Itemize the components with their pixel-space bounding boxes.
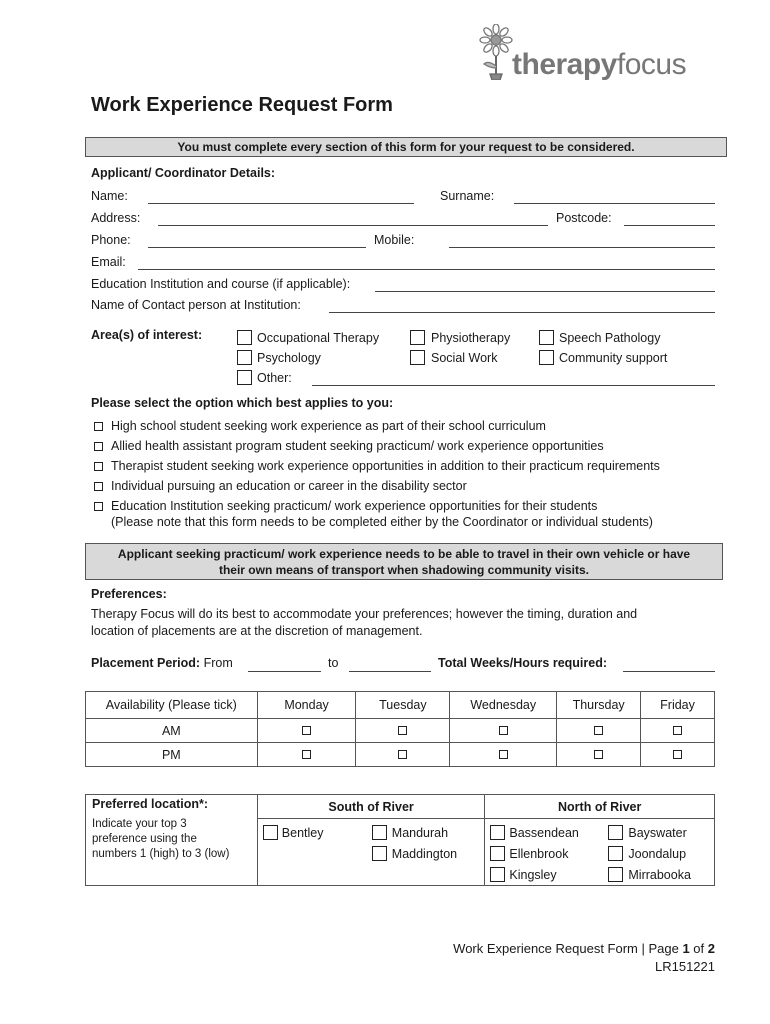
mandurah-label: Mandurah	[391, 826, 449, 840]
pm-tuesday-cell	[356, 743, 450, 767]
bassendean-checkbox[interactable]	[490, 825, 505, 840]
total-weeks-label: Total Weeks/Hours required:	[438, 656, 608, 670]
occupational-therapy-checkbox[interactable]	[237, 330, 252, 345]
footer-page-info	[453, 941, 715, 956]
am-tuesday-checkbox[interactable]	[398, 726, 407, 735]
location-instructions-1: Indicate your top 3	[92, 818, 187, 830]
pm-thursday-cell	[557, 743, 641, 767]
location-table	[85, 794, 715, 886]
contact-field[interactable]	[329, 312, 715, 313]
option-note: (Please note that this form needs to be completed either by the Coordinator or individual students)	[111, 515, 653, 529]
option-label-4: Individual pursuing an education or career in the disability sector	[111, 479, 467, 493]
availability-header-row	[86, 692, 715, 719]
option-label-1: High school student seeking work experience as part of their school curriculum	[111, 419, 546, 433]
am-wednesday-checkbox[interactable]	[499, 726, 508, 735]
option-checkbox-2[interactable]	[94, 442, 103, 451]
ellenbrook-checkbox[interactable]	[490, 846, 505, 861]
footer-page-total: 2	[707, 941, 715, 956]
pm-tuesday-checkbox[interactable]	[398, 750, 407, 759]
total-weeks-field[interactable]	[623, 671, 715, 672]
community-support-label: Community support	[559, 351, 668, 365]
north-locations-cell	[485, 819, 715, 886]
bentley-label: Bentley	[281, 826, 324, 840]
mobile-field[interactable]	[449, 247, 715, 248]
transport-banner	[85, 543, 723, 580]
joondalup-label: Joondalup	[628, 847, 687, 861]
footer-of: of	[689, 941, 708, 956]
pm-monday-checkbox[interactable]	[302, 750, 311, 759]
pm-friday-checkbox[interactable]	[673, 750, 682, 759]
contact-label: Name of Contact person at Institution:	[91, 298, 301, 312]
name-label: Name:	[91, 189, 128, 203]
maddington-label: Maddington	[391, 847, 458, 861]
kingsley-checkbox[interactable]	[490, 867, 505, 882]
speech-pathology-label: Speech Pathology	[559, 331, 661, 345]
placement-from-field[interactable]	[248, 671, 321, 672]
education-field[interactable]	[375, 291, 715, 292]
applicant-heading: Applicant/ Coordinator Details:	[91, 166, 276, 180]
email-field[interactable]	[138, 269, 715, 270]
surname-label: Surname:	[440, 189, 495, 203]
maddington-checkbox[interactable]	[372, 846, 387, 861]
placement-to-label: to	[328, 656, 339, 670]
pm-monday-cell	[257, 743, 356, 767]
south-locations-cell	[257, 819, 485, 886]
postcode-label: Postcode:	[556, 211, 612, 225]
am-wednesday-cell	[450, 719, 557, 743]
placement-period-row	[91, 656, 233, 670]
psychology-checkbox[interactable]	[237, 350, 252, 365]
north-of-river-header: North of River	[485, 795, 715, 819]
postcode-field[interactable]	[624, 225, 715, 226]
day-header-friday: Friday	[641, 692, 715, 719]
option-checkbox-4[interactable]	[94, 482, 103, 491]
areas-heading: Area(s) of interest:	[91, 328, 203, 342]
am-label: AM	[86, 719, 258, 743]
social-work-checkbox[interactable]	[410, 350, 425, 365]
mobile-label: Mobile:	[374, 233, 415, 247]
location-info-cell	[86, 795, 258, 886]
footer-title: Work Experience Request Form | Page	[453, 941, 683, 956]
education-label: Education Institution and course (if applicable):	[91, 277, 351, 291]
ellenbrook-label: Ellenbrook	[509, 847, 569, 861]
option-label-2: Allied health assistant program student seeking practicum/ work experience opportunities	[111, 439, 604, 453]
pm-wednesday-cell	[450, 743, 557, 767]
option-label-3: Therapist student seeking work experience opportunities in addition to their practicum requirements	[111, 459, 660, 473]
other-field[interactable]	[312, 385, 715, 386]
option-label-5: Education Institution seeking practicum/ work experience opportunities for their students	[111, 499, 598, 513]
phone-field[interactable]	[148, 247, 366, 248]
am-thursday-checkbox[interactable]	[594, 726, 603, 735]
physiotherapy-checkbox[interactable]	[410, 330, 425, 345]
placement-to-field[interactable]	[349, 671, 431, 672]
bayswater-label: Bayswater	[628, 826, 687, 840]
address-field[interactable]	[158, 225, 548, 226]
name-field[interactable]	[148, 203, 414, 204]
placement-from-label: From	[203, 656, 233, 670]
preferences-text-2: location of placements are at the discretion of management.	[91, 624, 423, 638]
availability-table	[85, 691, 715, 767]
physiotherapy-label: Physiotherapy	[431, 331, 511, 345]
pm-wednesday-checkbox[interactable]	[499, 750, 508, 759]
logo-text-therapy: therapy	[512, 48, 617, 81]
speech-pathology-checkbox[interactable]	[539, 330, 554, 345]
am-friday-checkbox[interactable]	[673, 726, 682, 735]
day-header-wednesday: Wednesday	[450, 692, 557, 719]
location-instructions-3: numbers 1 (high) to 3 (low)	[92, 848, 230, 860]
surname-field[interactable]	[514, 203, 715, 204]
community-support-checkbox[interactable]	[539, 350, 554, 365]
day-header-monday: Monday	[257, 692, 356, 719]
other-label: Other:	[257, 371, 292, 385]
mandurah-checkbox[interactable]	[372, 825, 387, 840]
logo	[476, 24, 706, 84]
placement-period-label: Placement Period:	[91, 656, 201, 670]
other-checkbox[interactable]	[237, 370, 252, 385]
email-label: Email:	[91, 255, 126, 269]
option-checkbox-1[interactable]	[94, 422, 103, 431]
am-monday-cell	[257, 719, 356, 743]
psychology-label: Psychology	[257, 351, 321, 365]
availability-header: Availability (Please tick)	[86, 692, 258, 719]
transport-banner-line-1: Applicant seeking practicum/ work experience needs to be able to travel in their own vehicle or have	[117, 547, 691, 561]
joondalup-checkbox[interactable]	[608, 846, 623, 861]
bayswater-checkbox[interactable]	[608, 825, 623, 840]
mirrabooka-checkbox[interactable]	[608, 867, 623, 882]
location-instructions-2: preference using the	[92, 833, 197, 845]
social-work-label: Social Work	[431, 351, 498, 365]
logo-text-focus: focus	[616, 48, 687, 81]
address-label: Address:	[91, 211, 141, 225]
mirrabooka-label: Mirrabooka	[628, 868, 691, 882]
location-heading: Preferred location*:	[92, 797, 209, 811]
am-thursday-cell	[557, 719, 641, 743]
footer-code: LR151221	[655, 959, 715, 974]
pm-label: PM	[86, 743, 258, 767]
kingsley-label: Kingsley	[509, 868, 557, 882]
preferences-heading: Preferences:	[91, 587, 167, 601]
transport-banner-line-2: their own means of transport when shadowing community visits.	[218, 563, 590, 577]
preferences-text-1: Therapy Focus will do its best to accommodate your preferences; however the timing, duration and	[91, 607, 638, 621]
south-of-river-header: South of River	[257, 795, 485, 819]
page-title: Work Experience Request Form	[91, 94, 393, 116]
availability-row-pm	[86, 743, 715, 767]
bassendean-label: Bassendean	[509, 826, 579, 840]
occupational-therapy-label: Occupational Therapy	[257, 331, 380, 345]
footer-page-number: 1	[682, 941, 690, 956]
bentley-checkbox[interactable]	[263, 825, 278, 840]
options-heading: Please select the option which best applies to you:	[91, 396, 394, 410]
day-header-tuesday: Tuesday	[356, 692, 450, 719]
am-friday-cell	[641, 719, 715, 743]
pm-thursday-checkbox[interactable]	[594, 750, 603, 759]
option-checkbox-3[interactable]	[94, 462, 103, 471]
day-header-thursday: Thursday	[557, 692, 641, 719]
availability-row-am	[86, 719, 715, 743]
phone-label: Phone:	[91, 233, 131, 247]
requirement-banner: You must complete every section of this form for your request to be considered.	[85, 137, 727, 157]
am-monday-checkbox[interactable]	[302, 726, 311, 735]
option-checkbox-5[interactable]	[94, 502, 103, 511]
pm-friday-cell	[641, 743, 715, 767]
am-tuesday-cell	[356, 719, 450, 743]
flower-logo-icon	[476, 24, 516, 80]
